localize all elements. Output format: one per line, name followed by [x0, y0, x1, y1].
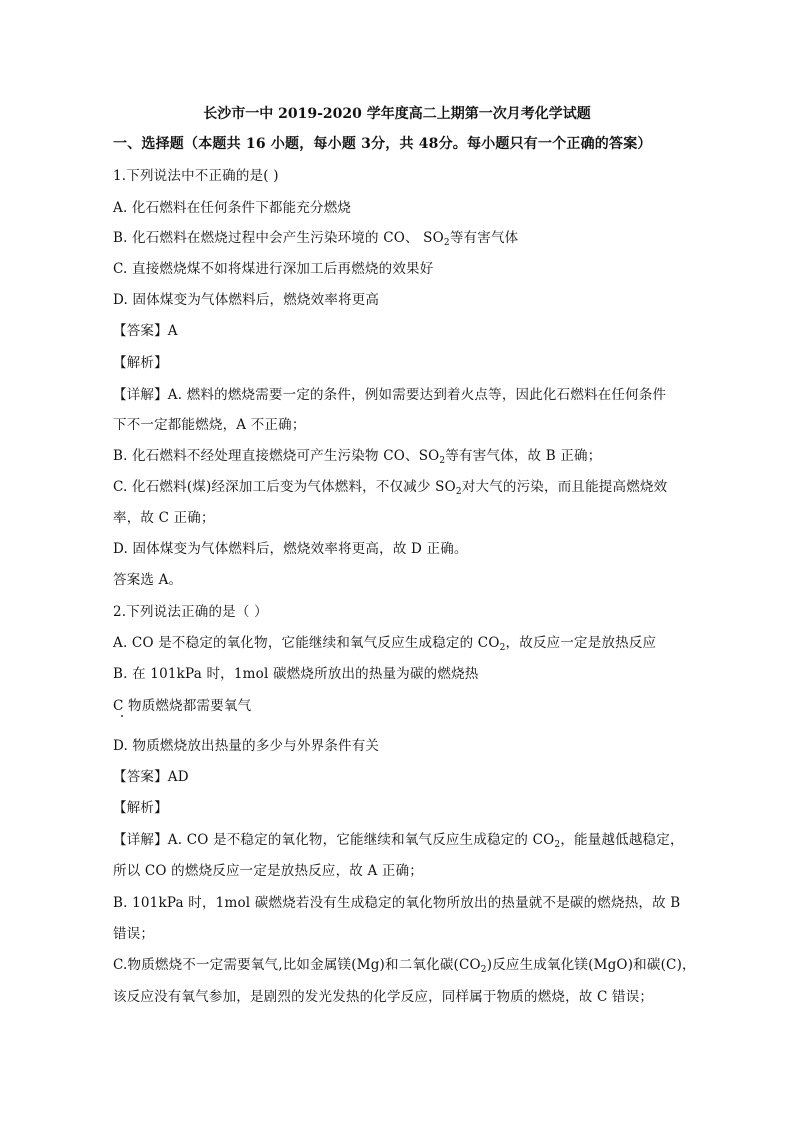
- text-segment: 对大气的污染，而且能提高燃烧效: [461, 479, 668, 495]
- q1-option-d: D. 固体煤变为气体燃料后，燃烧效率将更高: [113, 292, 380, 308]
- q1-answer: 【答案】A: [113, 323, 178, 339]
- text-segment: C. 化石燃料(煤)经深加工后变为气体燃料，不仅减少 SO: [113, 479, 456, 495]
- q1-detail-c-line1: [113, 478, 667, 496]
- q2-detail-b-line2: 错误；: [113, 926, 155, 942]
- text-segment: C.物质燃烧不一定需要氧气,比如金属镁(Mg)和二氧化碳(CO: [113, 957, 481, 973]
- scan-dot: [121, 715, 123, 717]
- q1-option-b: [113, 229, 518, 247]
- q2-detail-a-line2: 所以 CO 的燃烧反应一定是放热反应，故 A 正确；: [113, 863, 424, 879]
- q2-stem: 2.下列说法正确的是（ ）: [113, 604, 268, 620]
- q1-stem: 1.下列说法中不正确的是( ): [113, 168, 279, 184]
- text-segment: ，故反应一定是放热反应: [505, 635, 657, 651]
- text-segment: 【详解】A. CO 是不稳定的氧化物，它能继续和氧气反应生成稳定的 CO: [113, 832, 555, 848]
- text-segment: A. CO 是不稳定的氧化物，它能继续和氧气反应生成稳定的 CO: [113, 635, 500, 651]
- q2-detail-c-line1: [113, 956, 696, 974]
- text-segment: B. 化石燃料在燃烧过程中会产生污染环境的 CO、 SO: [113, 230, 444, 246]
- subscript: 2: [499, 643, 506, 653]
- text-segment: 等有害气体: [449, 230, 519, 246]
- q1-detail-d: D. 固体煤变为气体燃料后，燃烧效率将更高，故 D 正确。: [113, 541, 468, 557]
- q1-option-a: A. 化石燃料在任何条件下都能充分燃烧: [113, 200, 352, 216]
- q2-option-b: B. 在 101kPa 时，1mol 碳燃烧所放出的热量为碳的燃烧热: [113, 666, 479, 682]
- q1-detail-a-line2: 下不一定都能燃烧，A 不正确；: [113, 417, 306, 433]
- text-segment: B. 化石燃料不经处理直接燃烧可产生污染物 CO、SO: [113, 448, 440, 464]
- q1-detail-c-line2: 率，故 C 正确；: [113, 510, 215, 526]
- section-heading: 一、选择题（本题共 16 小题，每小题 3分，共 48分。每小题只有一个正确的答案）: [113, 136, 652, 152]
- q2-option-c: C 物质燃烧都需要氧气: [113, 698, 252, 714]
- q1-option-c: C. 直接燃烧煤不如将煤进行深加工后再燃烧的效果好: [113, 261, 434, 277]
- q2-option-a: [113, 634, 656, 652]
- q1-analysis-label: 【解析】: [113, 355, 168, 371]
- text-segment: 等有害气体，故 B 正确；: [445, 448, 602, 464]
- subscript: 2: [443, 238, 450, 248]
- subscript: 2: [480, 965, 487, 975]
- q2-answer: 【答案】AD: [113, 769, 189, 785]
- text-segment: )反应生成氧化镁(MgO)和碳(C)，: [486, 957, 696, 973]
- q1-detail-a-line1: 【详解】A. 燃料的燃烧需要一定的条件，例如需要达到着火点等，因此化石燃料在任何条件: [113, 387, 667, 403]
- text-segment: ，能量越低越稳定，: [560, 832, 684, 848]
- q1-conclusion: 答案选 A。: [113, 572, 183, 588]
- q1-detail-b: [113, 447, 601, 465]
- q2-detail-c-line2: 该反应没有氧气参加，是剧烈的发光发热的化学反应，同样属于物质的燃烧，故 C 错误；: [113, 989, 654, 1005]
- subscript: 2: [439, 456, 446, 466]
- subscript: 2: [455, 487, 462, 497]
- page-title: 长沙市一中 2019-2020 学年度高二上期第一次月考化学试题: [203, 106, 591, 122]
- q2-analysis-label: 【解析】: [113, 800, 168, 816]
- q2-detail-a-line1: [113, 831, 684, 849]
- q2-option-d: D. 物质燃烧放出热量的多少与外界条件有关: [113, 738, 380, 754]
- q2-detail-b-line1: B. 101kPa 时，1mol 碳燃烧若没有生成稳定的氧化物所放出的热量就不是碳的燃烧热，故 B: [113, 895, 681, 911]
- subscript: 2: [554, 840, 561, 850]
